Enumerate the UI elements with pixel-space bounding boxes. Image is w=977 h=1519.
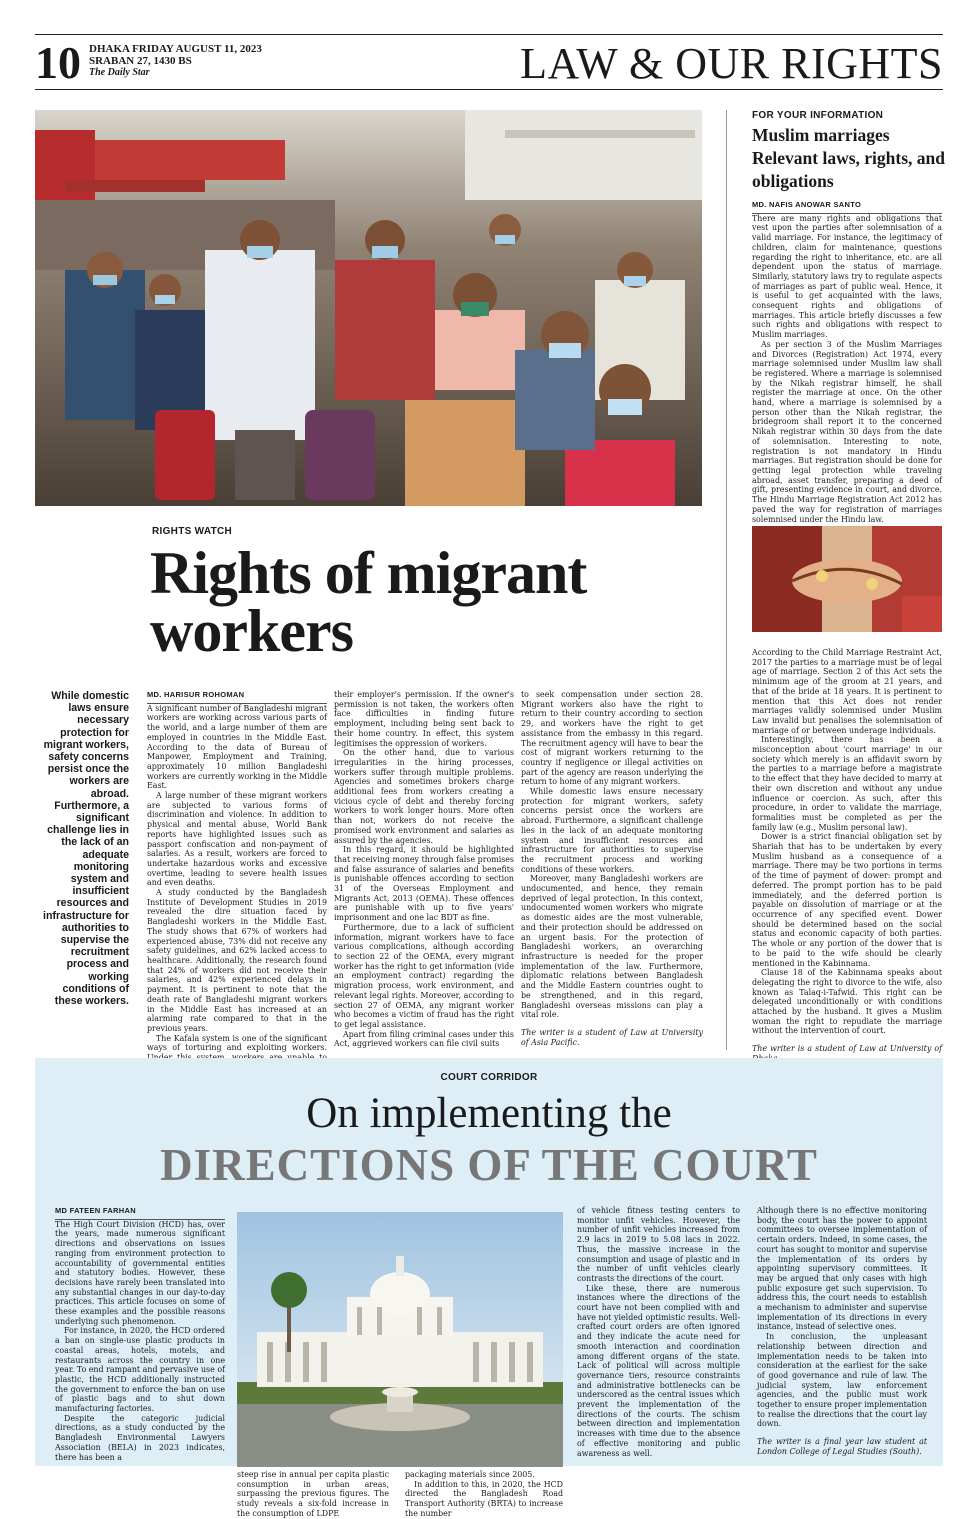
rights-watch-column-1 xyxy=(147,690,327,1053)
dateline: DHAKA FRIDAY AUGUST 11, 2023 xyxy=(89,43,262,55)
paragraph: In addition to this, in 2020, the HCD directed the Bangladesh Road Transport Authority (BRTA) to increase the number xyxy=(405,1479,563,1518)
supreme-court-building-illustration xyxy=(237,1212,563,1467)
paragraph: A large number of these migrant workers are subjected to various forms of discrimination and violence. In addition to physical and mental abuse, World Bank reports have highlighted issues such as passport confiscation and non-payment of salaries. As a result, workers are forced to undertake hazardous works and excessive overtime, leading to severe health issues and even deaths. xyxy=(147,791,327,888)
court-column-5 xyxy=(757,1206,927,1466)
paragraph: Apart from filing criminal cases under this Act, aggrieved workers can file civil suits xyxy=(334,1029,514,1049)
section-title: LAW & OUR RIGHTS xyxy=(520,39,943,88)
court-column-3 xyxy=(405,1470,563,1518)
rights-watch-column-2 xyxy=(334,690,514,1049)
paragraph: The High Court Division (HCD) has, over the years, made numerous significant directions and observations on issues ranging from environment protection to accountability of governmental entities and statutory bodies. However, these decisions have rarely been translated into any substantial changes in our day-to-day practices. This article focuses on some of these examples and the possible reasons underlying such phenomenon. xyxy=(55,1219,225,1326)
page-number: 10 xyxy=(35,37,81,88)
paragraph: steep rise in annual per capita plastic consumption in urban areas, surpassing the previous figures. The study reveals a six-fold increase in the consumption of LDPE xyxy=(237,1470,389,1518)
paragraph: Like these, there are numerous instances where the directions of the court have not been complied with and have not yielded optimistic results. Well-crafted court orders are often ignored and they indicate the acute need for smooth interaction and coordination among different organs of the state. Lack of political will across multiple governance tiers, resource constraints and administrative bottlenecks can be underscored as the central issues which prevent the implementation of the directions of the courts. The schism between direction and implementation increases with time due to the absence of effective monitoring and public awareness as well. xyxy=(577,1283,740,1458)
masthead xyxy=(35,34,943,90)
author-note: The writer is a final year law student at London College of Legal Studies (South). xyxy=(757,1437,927,1456)
author-note: The writer is a student of Law at University of xyxy=(752,1044,942,1054)
paragraph: Interestingly, there has been a misconception about 'court marriage' in our society which merely is an affidavit sworn by the parties to a marriage before a magistrate to the effect that they have decided to marry at their own discretion and without any undue influence or coercion. As such, after this procedure, in order to validate the marriage, formalities must be completed as per the family law (e.g., Muslim personal law). xyxy=(752,735,942,832)
paragraph: packaging materials since 2005. xyxy=(405,1470,535,1479)
fyi-byline: MD. NAFIS ANOWAR SANTO xyxy=(752,200,942,214)
high-court-photo xyxy=(237,1212,563,1467)
court-byline: MD FATEEN FARHAN xyxy=(55,1206,225,1220)
court-column-2 xyxy=(237,1470,389,1518)
paragraph: As per section 3 of the Muslim Marriages and Divorces (Registration) Act 1974, every marriage solemnised under Muslim law shall be registered. Where a marriage is solemnised by the Nikah registrar himself, he shall register the marriage at once. On the other hand, where a marriage is solemnised by a person other than the Nikah registrar, the bridegroom shall report it to the concerned Nikah registrar within 30 days from the date of solemnisation. Interesting to note, registration is not mandatory in Hindu marriages. But registration should be done for getting legal protection while traveling abroad, asset transfer, preparing a deed of gift, presenting evidence in court, and divorce. The Hindu Marriage Registration Act 2012 has paved the way for registration of marriages solemnised under the Hindu law. xyxy=(752,339,942,524)
rights-watch-kicker: RIGHTS WATCH xyxy=(152,526,233,537)
court-headline-line-2: DIRECTIONS OF THE COURT xyxy=(160,1140,818,1190)
airport-crowd-illustration xyxy=(35,110,702,506)
fyi-headline-line-2: Relevant laws, rights, and obligations xyxy=(752,148,945,191)
fyi-kicker: FOR YOUR INFORMATION xyxy=(752,110,884,121)
paragraph: to seek compensation under section 28. Migrant workers also have the right to return to their country according to section 29, and workers have the right to get assistance from the embassy in this regard. The recruitment agency will have to bear the cost of migrant workers returning to the country if negligence or illegal activities on part of the agency are reason underlying the return to home of any migrant workers. xyxy=(521,690,703,787)
wedding-hands-photo xyxy=(752,526,942,632)
paragraph: Furthermore, due to a lack of sufficient information, migrant workers have to face various complications, although according to section 22 of the OEMA, every migrant worker has the right to get information (vide an employment contract) regarding the migration process, work environment, and relevant legal rights. Moreover, according to section 27 of OEMA, any migrant worker who becomes a victim of fraud has the right to get legal assistance. xyxy=(334,922,514,1029)
rights-watch-headline: Rights of migrant workers xyxy=(150,540,587,664)
paragraph: In this regard, it should be highlighted that receiving money through false promises and false assurance of salaries and benefits is punishable offences according to section 31 of the Overseas Employment and Migrants Act, 2013 (OEMA). These offences are punishable with up to five years' imprisonment and one lac BDT as fine. xyxy=(334,845,514,923)
paragraph: In conclusion, the unpleasant relationship between direction and implementation needs to be taken into consideration at the earliest for the sake of good governance and rule of law. The judicial system, law enforcement agencies, and the public must work together to ensure proper implementation to realise the directions that the court lay down. xyxy=(757,1332,927,1429)
paragraph: Although there is no effective monitoring body, the court has the power to appoint committees to oversee implementation of certain orders. Indeed, in some cases, the court has sought to monitor and supervise the implementation of its orders by appointing supervisory committees. It may be argued that only cases with high public exposure get such supervision. To address this, the court needs to establish a mechanism to administer and supervise implementation of its directions in every instance, instead of selective ones. xyxy=(757,1206,927,1332)
paragraph: Moreover, many Bangladeshi workers are undocumented, and hence, they remain deprived of legal protection. In this context, undocumented women workers who migrate as domestic aides are the most vulnerable, and their protection should be addressed on an urgent basis. For the protection of Bangladeshi workers, an overarching infrastructure is needed for the proper implementation of the law. Furthermore, diplomatic relations between Bangladesh and the Middle Eastern countries ought to be strengthened, and in this regard, Bangladeshi overseas missions can play a vital role. xyxy=(521,874,703,1020)
paragraph: On the other hand, due to various irregularities in the hiring processes, workers suffer through multiple problems. Agencies and sometimes brokers charge additional fees from workers creating a vicious cycle of debt and thereby forcing workers to work longer hours. More often than not, workers do not receive the promised work environment and salaries as assured by the agencies. xyxy=(334,748,514,845)
wedding-illustration xyxy=(752,526,942,632)
paragraph: Clause 18 of the Kabinnama speaks about delegating the right to divorce to the wife, also known as Talaq-i-Tafwid. This right can be delegated unconditionally or with conditions attached by the husband. It gives a Muslim woman the right to repudiate the marriage without the intervention of court. xyxy=(752,968,942,1036)
fyi-column-bottom xyxy=(752,648,942,1054)
paragraph: Dower is a strict financial obligation set by Shariah that has to be undertaken by every Muslim husband as a consequence of a marriage. There may be two portions in terms of the time of payment of dower: prompt and deferred. The prompt portion has to be paid immediately, and the deferred portion is payable on dissolution of marriage or at the occurrence of any specified event. Dower should be determined based on the social status and economic capacity of both parties. The whole or any portion of the dower that is to be paid to the wife should be clearly mentioned in the Kabinnama. xyxy=(752,832,942,968)
court-headline-line-1: On implementing the xyxy=(306,1090,672,1137)
court-column-1 xyxy=(55,1206,225,1466)
paragraph: While domestic laws ensure necessary protection for migrant workers, safety concerns persist once the workers are abroad. Furthermore, a significant challenge lies in the lack of an adequate monitoring system and insufficient resources and infrastructure for authorities to supervise the recruitment process and working conditions of these workers. xyxy=(521,787,703,874)
court-corridor-kicker: COURT CORRIDOR xyxy=(440,1072,538,1083)
migrant-workers-photo xyxy=(35,110,702,506)
sidebar-divider xyxy=(726,110,727,1050)
paragraph: A significant number of Bangladeshi migrant workers are working across various parts of the world, and a large number of them are employed in countries in the Middle East. According to the data of Bureau of Manpower, Employment and Training, approximately 10 million Bangladeshi workers are currently working in the Middle East. xyxy=(147,703,327,791)
bangla-date: SRABAN 27, 1430 BS xyxy=(89,55,192,67)
fyi-headline-line-1: Muslim marriages xyxy=(752,125,890,145)
court-column-4 xyxy=(577,1206,740,1466)
paragraph: For instance, in 2020, the HCD ordered a ban on single-use plastic products in coastal areas, hotels, motels, and restaurants across the country in one year. To end rampant and pervasive use of plastic, the HCD additionally instructed the government to enforce the ban on use of plastic bags and to shut down manufacturing factories. xyxy=(55,1326,225,1414)
paragraph: The Kafala system is one of the significant ways of torturing and exploiting workers. xyxy=(147,1033,327,1053)
paragraph: A study conducted by the Bangladesh Institute of Development Studies in 2019 revealed the dire situation faced by Bangladeshi workers in the Middle East. The study shows that 67% of workers had experienced abuse, 73% did not receive any safety guidelines, and 62% lacked access to healthcare. Additionally, the research found that 24% of workers did not receive their salaries, and 42% experienced delays in payment. It is pertinent to note that the death rate of Bangladeshi migrant workers in the Middle East has increased at an alarming rate compared to that in the previous years. xyxy=(147,888,327,1033)
rights-watch-byline: MD. HARISUR ROHOMAN xyxy=(147,690,327,704)
author-note: The writer is a student of Law at University of Asia Pacific. xyxy=(521,1027,703,1047)
rights-watch-column-3 xyxy=(521,690,703,1047)
pull-quote: While domestic laws ensure necessary protection for migrant workers, safety concerns persist once the workers are abroad. Furthermore, a significant challenge lies in the lack of an adequate monitoring system and insufficient resources and infrastructure for authorities to supervise the recruitment process and working conditions of these workers. xyxy=(43,690,129,1008)
newspaper-logo: The Daily Star xyxy=(89,67,150,78)
paragraph: Despite the categoric judicial directions, as a study conducted by the Bangladesh Environmental Lawyers Association (BELA) in 2023 indicates, there has been a xyxy=(55,1413,225,1462)
paragraph: According to the Child Marriage Restraint Act, 2017 the parties to a marriage must be of legal age of marriage. Section 2 of this Act sets the minimum age of the groom at 21 years, and that of the bride at 18 years. It is pertinent to mention that this Act does not render marriages validly solemnised under Muslim Law invalid but penalises the solemnisation of marriage of or between underage individuals. xyxy=(752,648,942,735)
fyi-headline xyxy=(752,124,947,193)
paragraph: There are many rights and obligations that vest upon the parties after solemnisation of a valid marriage. For instance, the legitimacy of children, claim for maintenance, questions regarding the right to inheritance, etc. are all dependent upon the status of marriage. Similarly, statutory laws try to regulate aspects of marriages as part of public weal. Hence, it is useful to get acquainted with the laws, consequent rights and obligations of marriages. This article briefly discusses a few such rights and obligations with respect to Muslim marriages. xyxy=(752,213,942,340)
paragraph: their employer's permission. If the owner's permission is not taken, the workers often face difficulties in finding future employment, including being sent back to their home country. In effect, this system legitimises the oppression of workers. xyxy=(334,690,514,748)
paragraph: of vehicle fitness testing centers to monitor unfit vehicles. However, the number of unfit vehicles increased from 2.9 lacs in 2019 to 5.08 lacs in 2022. Thus, the massive increase in the consumption and usage of plastic and in the number of unfit vehicles clearly contrasts the directions of the court. xyxy=(577,1206,740,1283)
dateline-block xyxy=(89,43,262,79)
fyi-column-top xyxy=(752,200,942,524)
